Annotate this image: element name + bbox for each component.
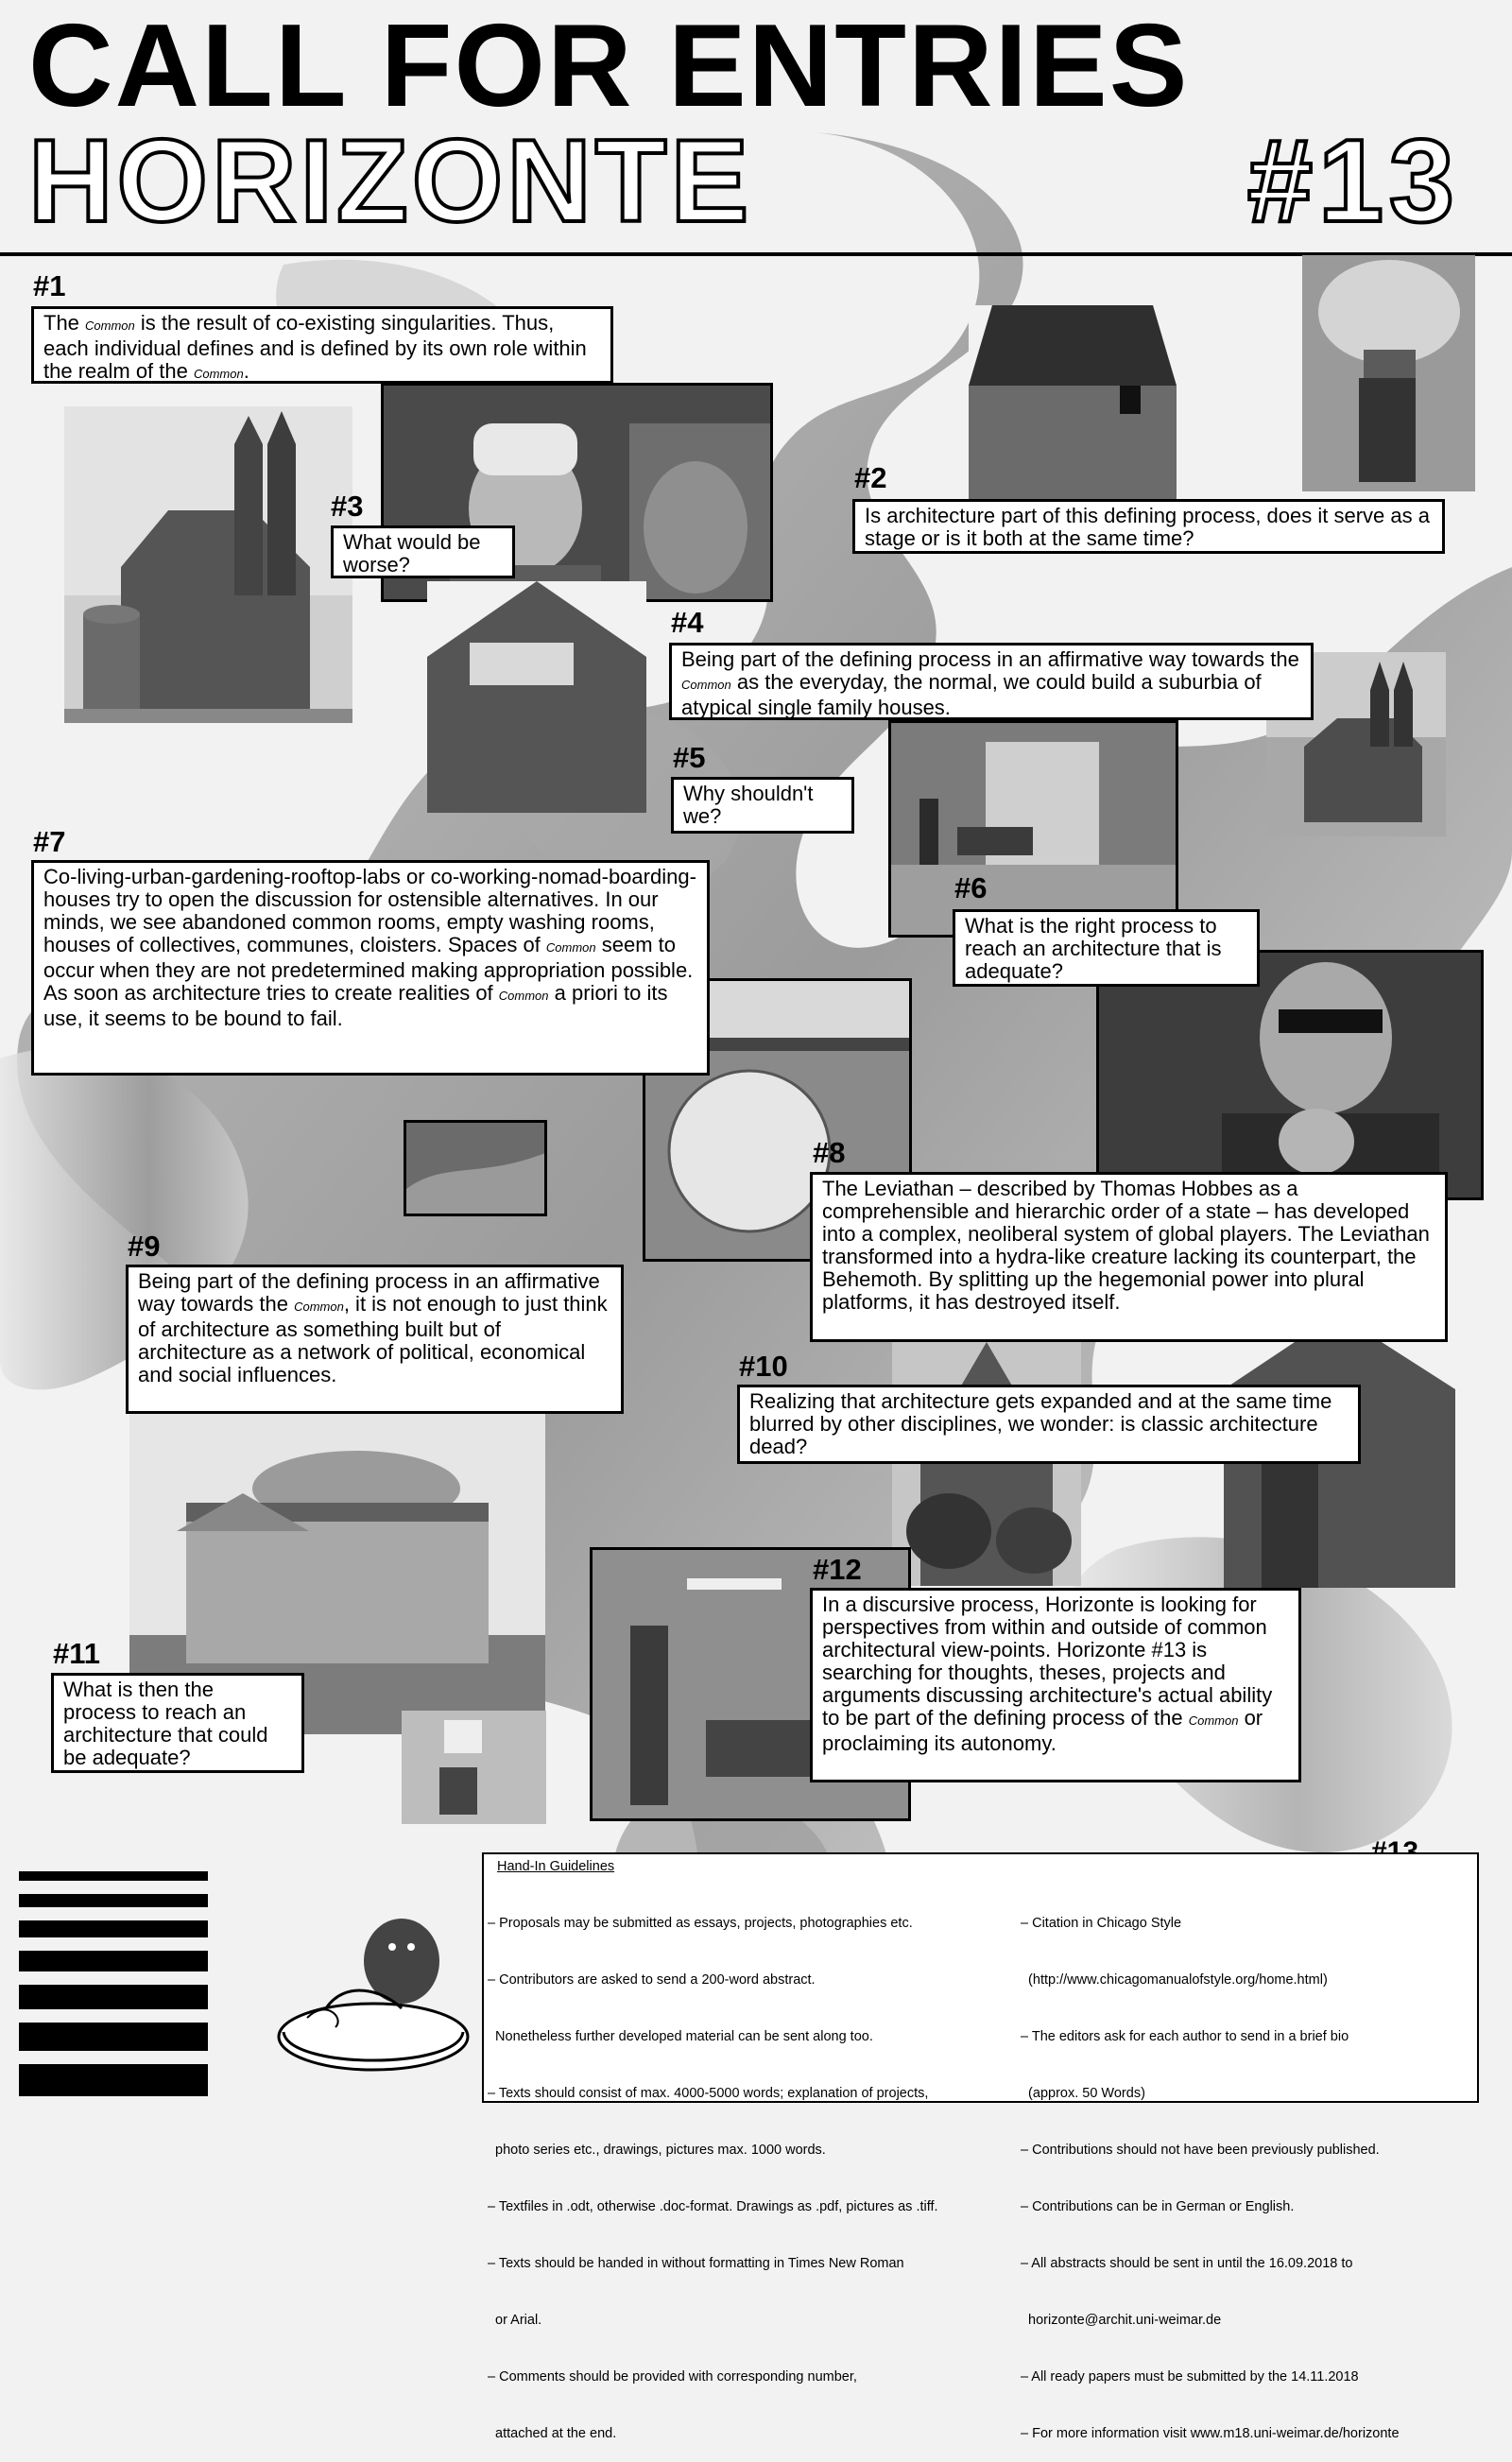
guideline-item: (approx. 50 Words) <box>1021 2086 1145 2101</box>
guideline-item: – All ready papers must be submitted by the 14.11.2018 <box>1021 2369 1359 2385</box>
guidelines-left <box>488 1876 1017 2462</box>
text-part: Co-living-urban-gardening-rooftop-labs or co-working-nomad-boarding-houses try to open the discussion for ostensible alternatives. In our minds, we see abandoned common rooms, empty washing rooms, houses of collectives, communes, cloisters. Spaces of <box>43 865 696 956</box>
section-11-box: What is then the process to reach an architecture that could be adequate? <box>51 1673 304 1773</box>
header-rule <box>0 252 1512 256</box>
section-7-box <box>31 860 710 1076</box>
photo-sculpture <box>1302 255 1475 491</box>
section-10-number: #10 <box>739 1350 788 1383</box>
section-5-number: #5 <box>673 741 706 774</box>
photo-old-man <box>1096 950 1484 1200</box>
common-term: Common <box>498 989 549 1003</box>
text-part: , it is not enough to just think of architecture as something built but of architecture as a network of political, economical and social influences. <box>138 1292 608 1386</box>
section-12-number: #12 <box>813 1553 862 1586</box>
beaver-tub-illustration <box>269 1904 477 2089</box>
common-term: Common <box>545 940 596 955</box>
guideline-item: – All abstracts should be sent in until the 16.09.2018 to <box>1021 2256 1353 2271</box>
decor-bar <box>19 1894 208 1907</box>
section-12-box <box>810 1588 1301 1782</box>
section-9-number: #9 <box>128 1230 161 1263</box>
guideline-item: – For more information visit www.m18.uni-weimar.de/horizonte <box>1021 2426 1400 2441</box>
text-part: Being part of the defining process in an affirmative way towards the <box>138 1269 600 1316</box>
guideline-item: – The editors ask for each author to send in a brief bio <box>1021 2029 1349 2044</box>
common-term: Common <box>294 1300 344 1314</box>
header-title: CALL FOR ENTRIES <box>28 1 1190 131</box>
text-part: or proclaiming its autonomy. <box>822 1706 1263 1755</box>
section-10-box: Realizing that architecture gets expanded and at the same time blurred by other disciplines, we wonder: is classic architecture dead? <box>737 1385 1361 1464</box>
text-part: as the everyday, the normal, we could build a suburbia of atypical single family houses. <box>681 670 1262 719</box>
section-11-number: #11 <box>53 1637 101 1670</box>
guideline-item: – Contributors are asked to send a 200-word abstract. <box>488 1972 816 1988</box>
photo-church <box>64 406 352 723</box>
section-6-number: #6 <box>954 871 988 904</box>
section-9-box <box>126 1265 624 1414</box>
common-term: Common <box>85 319 135 333</box>
guideline-item: – Proposals may be submitted as essays, projects, photographies etc. <box>488 1916 913 1931</box>
section-7-number: #7 <box>33 825 66 858</box>
section-4-box <box>669 643 1314 720</box>
section-8-box: The Leviathan – described by Thomas Hobbes as a comprehensible and hierarchic order of a state – has developed into a complex, neoliberal system of global players. The Leviathan transformed into a hydra-like creature lacking its counterpart, the Behemoth. By splitting up the hegemonial power into plural platforms, it has destroyed itself. <box>810 1172 1448 1342</box>
photo-tower <box>892 1342 1081 1586</box>
text-part: seem to occur when they are not predetermined making appropriation possible. As soon as architecture tries to create realities of <box>43 933 694 1005</box>
section-5-box: Why shouldn't we? <box>671 777 854 834</box>
guideline-item: – Texts should be handed in without formatting in Times New Roman <box>488 2256 904 2271</box>
guideline-item: – Texts should consist of max. 4000-5000 words; explanation of projects, <box>488 2086 929 2101</box>
guideline-item: attached at the end. <box>488 2426 617 2441</box>
text-part: The <box>43 311 86 335</box>
decor-bar <box>19 2023 208 2051</box>
photo-figure-small <box>402 1711 546 1824</box>
section-4-number: #4 <box>671 606 704 639</box>
guideline-item: photo series etc., drawings, pictures max. 1000 words. <box>488 2143 826 2158</box>
guideline-item: horizonte@archit.uni-weimar.de <box>1021 2313 1222 2328</box>
section-2-number: #2 <box>854 461 887 494</box>
section-3-box: What would be worse? <box>331 525 515 578</box>
section-1-box <box>31 306 613 384</box>
text-part: . <box>243 359 249 383</box>
decor-bar <box>19 1951 208 1971</box>
guidelines-right <box>1021 1876 1474 2462</box>
common-term: Common <box>681 678 731 692</box>
decor-bar <box>19 1920 208 1937</box>
text-part: is the result of co-existing singularities. Thus, each individual defines and is defined by its own role within the realm of the <box>43 311 587 383</box>
header-subtitle: HORIZONTE <box>28 116 753 247</box>
section-6-box: What is the right process to reach an architecture that is adequate? <box>953 909 1260 987</box>
decor-bar <box>19 1985 208 2009</box>
section-1-number: #1 <box>33 269 66 302</box>
photo-hall <box>888 720 1178 938</box>
text-part: Being part of the defining process in an affirmative way towards the <box>681 647 1299 671</box>
decor-bar <box>19 1871 208 1881</box>
guideline-item: – Citation in Chicago Style <box>1021 1916 1182 1931</box>
section-2-box: Is architecture part of this defining process, does it serve as a stage or is it both at the same time? <box>852 499 1445 554</box>
common-term: Common <box>193 367 244 381</box>
section-3-number: #3 <box>331 490 364 523</box>
photo-barn <box>427 581 646 813</box>
guidelines-heading: Hand-In Guidelines <box>497 1859 615 1874</box>
decor-bar <box>19 2064 208 2096</box>
common-term: Common <box>1188 1713 1239 1728</box>
guideline-item: – Contributions should not have been previously published. <box>1021 2143 1380 2158</box>
photo-landscape-small <box>404 1120 547 1216</box>
photo-shed <box>969 305 1177 499</box>
guideline-item: – Textfiles in .odt, otherwise .doc-format. Drawings as .pdf, pictures as .tiff. <box>488 2199 938 2214</box>
guideline-item: – Contributions can be in German or English. <box>1021 2199 1295 2214</box>
header-issue-number: #13 <box>1247 116 1460 247</box>
guideline-item: or Arial. <box>488 2313 542 2328</box>
text-part: a priori to its use, it seems to be bound to fail. <box>43 981 668 1030</box>
guideline-item: Nonetheless further developed material can be sent along too. <box>488 2029 873 2044</box>
guideline-item: – Comments should be provided with corresponding number, <box>488 2369 857 2385</box>
text-part: In a discursive process, Horizonte is looking for perspectives from within and outside of common architectural view-points. Horizonte #13 is searching for thoughts, theses, projects and arguments discussing architecture's actual ability to be part of the defining process of the <box>822 1593 1273 1730</box>
section-8-number: #8 <box>813 1136 846 1169</box>
guideline-item: (http://www.chicagomanualofstyle.org/home.html) <box>1021 1972 1328 1988</box>
